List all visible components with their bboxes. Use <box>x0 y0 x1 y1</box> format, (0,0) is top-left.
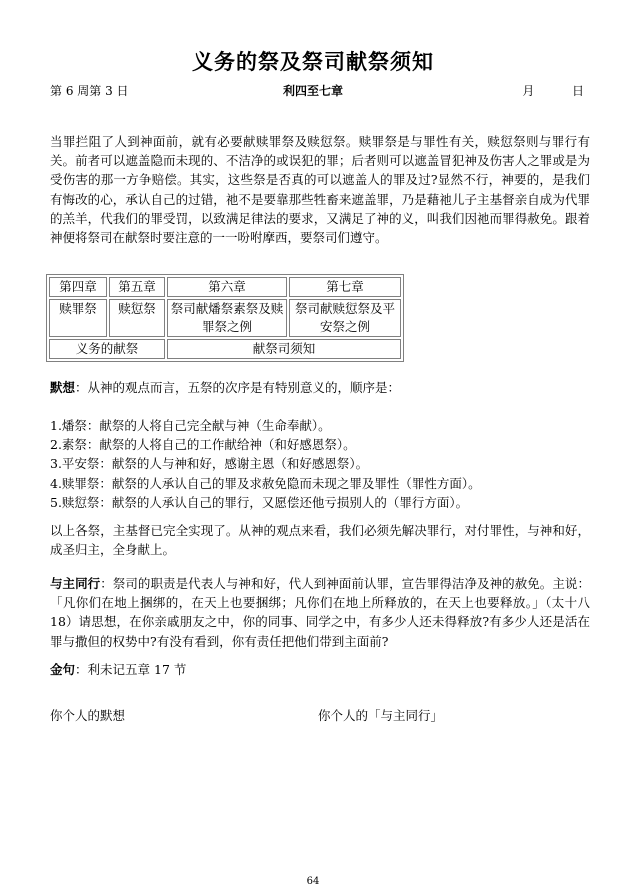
list-item: 5.赎愆祭：献祭的人承认自己的罪行，又愿偿还他亏损别人的（罪行方面）。 <box>50 494 469 510</box>
list-item: 2.素祭：献祭的人将自己的工作献给神（和好感恩祭）。 <box>50 437 356 453</box>
list-item: 3.平安祭：献祭的人与神和好，感谢主恩（和好感恩祭）。 <box>50 456 369 472</box>
table-header-row <box>49 277 401 297</box>
day-label: 日 <box>571 84 584 98</box>
table-cell: 祭司献赎愆祭及平安祭之例 <box>289 299 401 337</box>
verse-line <box>50 660 590 679</box>
month-label: 月 <box>522 84 535 98</box>
table-cell: 第四章 <box>49 277 107 297</box>
personal-meditation-label: 你个人的默想 <box>50 708 126 723</box>
table-cell: 祭司献燔祭素祭及赎罪祭之例 <box>167 299 287 337</box>
table-cell: 献祭司须知 <box>167 339 401 359</box>
meditation-text: ：从神的观点而言，五祭的次序是有特别意义的，顺序是： <box>75 380 401 395</box>
walk-paragraph <box>50 574 590 651</box>
table-cell: 第七章 <box>289 277 401 297</box>
intro-paragraph: 当罪拦阻了人到神面前，就有必要献赎罪祭及赎愆祭。赎罪祭是与罪性有关，赎愆祭则与罪行有关。前者可以遮盖隐而未现的、不洁净的或误犯的罪；后者则可以遮盖冒犯神及伤害人之罪或是为受伤害的那一方争赔偿。其实，这些祭是否真的可以遮盖人的罪及过?显然不行，神要的，是我们有悔改的心，承认自己的过错，祂不是要靠那些牲畜来遮盖罪，乃是藉祂儿子主基督亲自成为代罪的羔羊，代我们的罪受罚，以致满足律法的要求，又满足了神的义，叫我们因祂而罪得赦免。跟着神便将祭司在献祭时要注意的一一吩咐摩西，要祭司们遵守。 <box>50 134 590 246</box>
table-cell: 第六章 <box>167 277 287 297</box>
chapter-range: 利四至七章 <box>282 84 343 98</box>
table-row <box>49 339 401 359</box>
summary-paragraph: 以上各祭，主基督已完全实现了。从神的观点来看，我们必须先解决罪行，对付罪性，与神和好，成圣归主，全身献上。 <box>50 523 590 558</box>
table-row <box>49 299 401 337</box>
meditation-label: 默想 <box>50 380 76 395</box>
walk-text: ：祭司的职责是代表人与神和好，代人到神面前认罪，宣告罪得洁净及神的赦免。主说：「凡你们在地上捆绑的，在天上也要捆绑；凡你们在地上所释放的，在天上也要释放。」（太十八 18）请思想，在你亲戚朋友之中，你的同事、同学之中，有多少人还未得释放?有多少人还是活在罪与撒但的权势中?有没有看到，你有责任把他们带到主面前? <box>50 576 590 649</box>
personal-walk-label: 你个人的「与主同行」 <box>318 708 444 723</box>
page-number: 64 <box>306 876 320 887</box>
walk-label: 与主同行 <box>50 576 101 591</box>
verse-label: 金句 <box>50 662 76 677</box>
verse-text: ：利未记五章 17 节 <box>75 662 187 677</box>
page-title: 义务的祭及祭司献祭须知 <box>192 49 434 74</box>
list-item: 1.燔祭：献祭的人将自己完全献与神（生命奉献）。 <box>50 418 331 433</box>
date-fields <box>522 82 584 99</box>
offering-list <box>50 416 590 512</box>
list-item: 4.赎罪祭：献祭的人承认自己的罪及求赦免隐而未现之罪及罪性（罪性方面）。 <box>50 475 481 491</box>
meditation-paragraph <box>50 378 590 397</box>
chapter-table <box>46 274 404 362</box>
table-cell: 赎愆祭 <box>109 299 165 337</box>
table-cell: 义务的献祭 <box>49 339 165 359</box>
table-cell: 第五章 <box>109 277 165 297</box>
week-day-label: 第 6 周第 3 日 <box>50 84 129 98</box>
table-cell: 赎罪祭 <box>49 299 107 337</box>
